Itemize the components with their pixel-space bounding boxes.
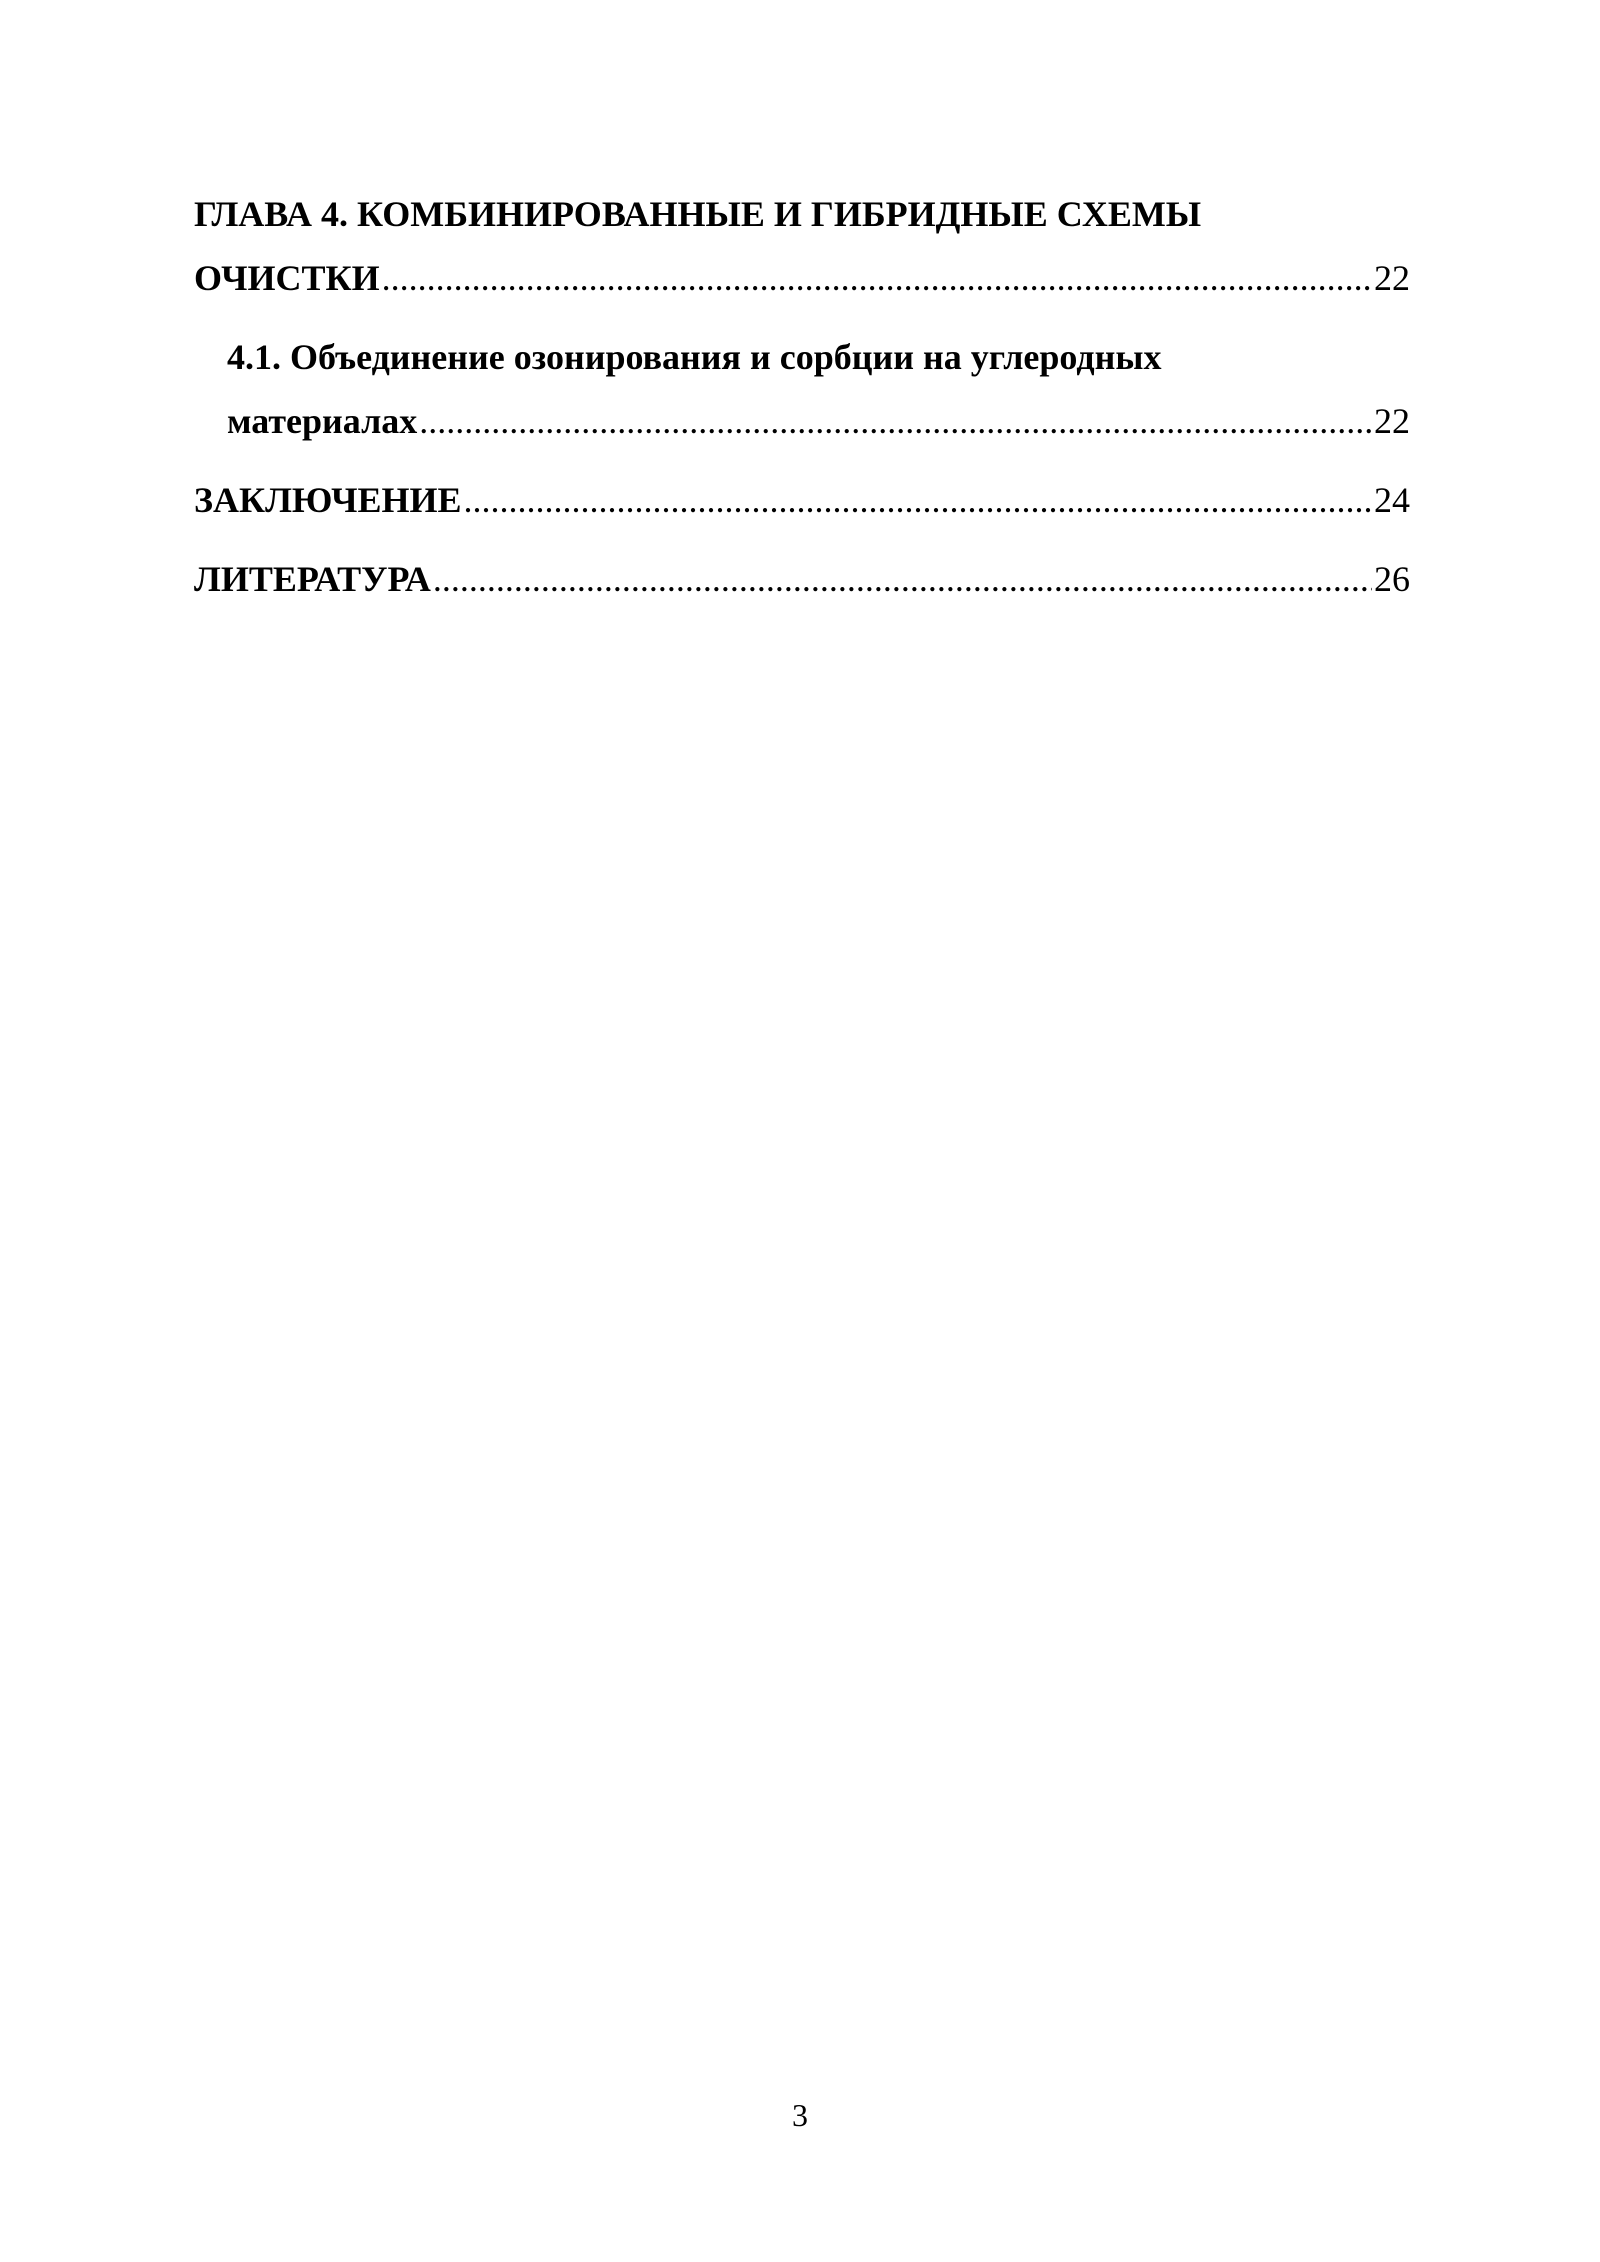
toc-entry-title: ЛИТЕРАТУРА [194,559,431,599]
toc-page-number: 26 [1374,559,1410,599]
dot-leader [419,389,1372,453]
toc-entry-conclusion[interactable] [194,468,1410,532]
dot-leader [382,246,1372,310]
toc-entry-section-4-1[interactable] [194,325,1410,453]
toc-entry-leader-line [194,468,1410,532]
toc-entry-title: ГЛАВА 4. КОМБИНИРОВАННЫЕ И ГИБРИДНЫЕ СХЕМЫ [194,194,1202,234]
toc-entry-title: 4.1. Объединение озонирования и сорбции на углеродных [227,337,1162,377]
toc-entry-title: ЗАКЛЮЧЕНИЕ [194,480,462,520]
toc-entry-leader-line [194,246,1410,310]
toc-entry-title-end: материалах [227,401,418,441]
dot-leader [433,547,1372,611]
toc-page-number: 22 [1374,401,1410,441]
toc-page-number: 22 [1374,258,1410,298]
toc-entry-leader-line [194,547,1410,611]
toc-page-number: 24 [1374,480,1410,520]
dot-leader [464,468,1372,532]
toc-entry-literature[interactable] [194,547,1410,611]
toc-entry-title-end: ОЧИСТКИ [194,258,380,298]
toc-entry-chapter-4[interactable] [194,182,1410,310]
page-number-footer: 3 [792,2097,808,2133]
table-of-contents [194,182,1410,611]
toc-entry-leader-line [227,389,1410,453]
